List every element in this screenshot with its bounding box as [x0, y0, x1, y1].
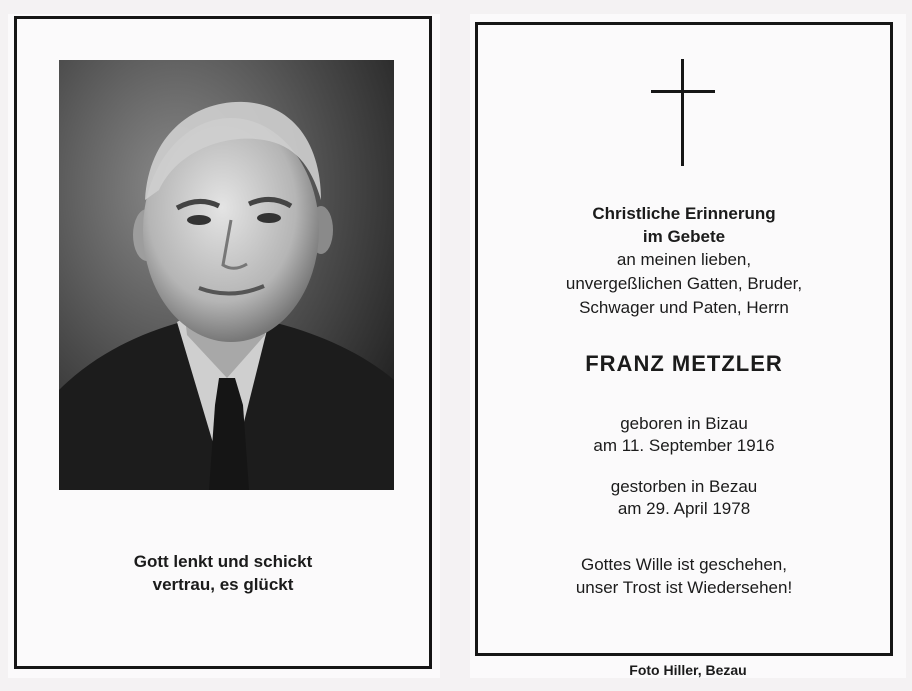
- birth-line: geboren in Bizau: [620, 414, 748, 433]
- closing-line: Gottes Wille ist geschehen,: [581, 555, 787, 574]
- closing-verse: [478, 553, 890, 599]
- motto-line: vertrau, es glückt: [152, 575, 294, 594]
- intro-line: unvergeßlichen Gatten, Bruder,: [565, 274, 803, 293]
- heading-line: im Gebete: [642, 227, 726, 246]
- intro-line: Schwager und Paten, Herrn: [579, 298, 789, 317]
- motto-line: Gott lenkt und schickt: [133, 552, 313, 571]
- birth-line: am 11. September 1916: [593, 436, 775, 455]
- intro-line: an meinen lieben,: [616, 250, 752, 269]
- closing-line: unser Trost ist Wiedersehen!: [575, 578, 793, 597]
- deceased-name: FRANZ METZLER: [585, 351, 783, 376]
- death-info: [478, 476, 890, 520]
- cross-icon: [651, 59, 715, 166]
- motto: [14, 550, 432, 596]
- birth-info: [478, 413, 890, 457]
- death-line: gestorben in Bezau: [610, 477, 758, 496]
- heading-line: Christliche Erinnerung: [592, 204, 776, 223]
- death-line: am 29. April 1978: [617, 499, 751, 518]
- photo-credit: Foto Hiller, Bezau: [629, 662, 747, 678]
- portrait-photo: [59, 60, 394, 490]
- heading: [478, 202, 890, 248]
- intro-text: [478, 248, 890, 320]
